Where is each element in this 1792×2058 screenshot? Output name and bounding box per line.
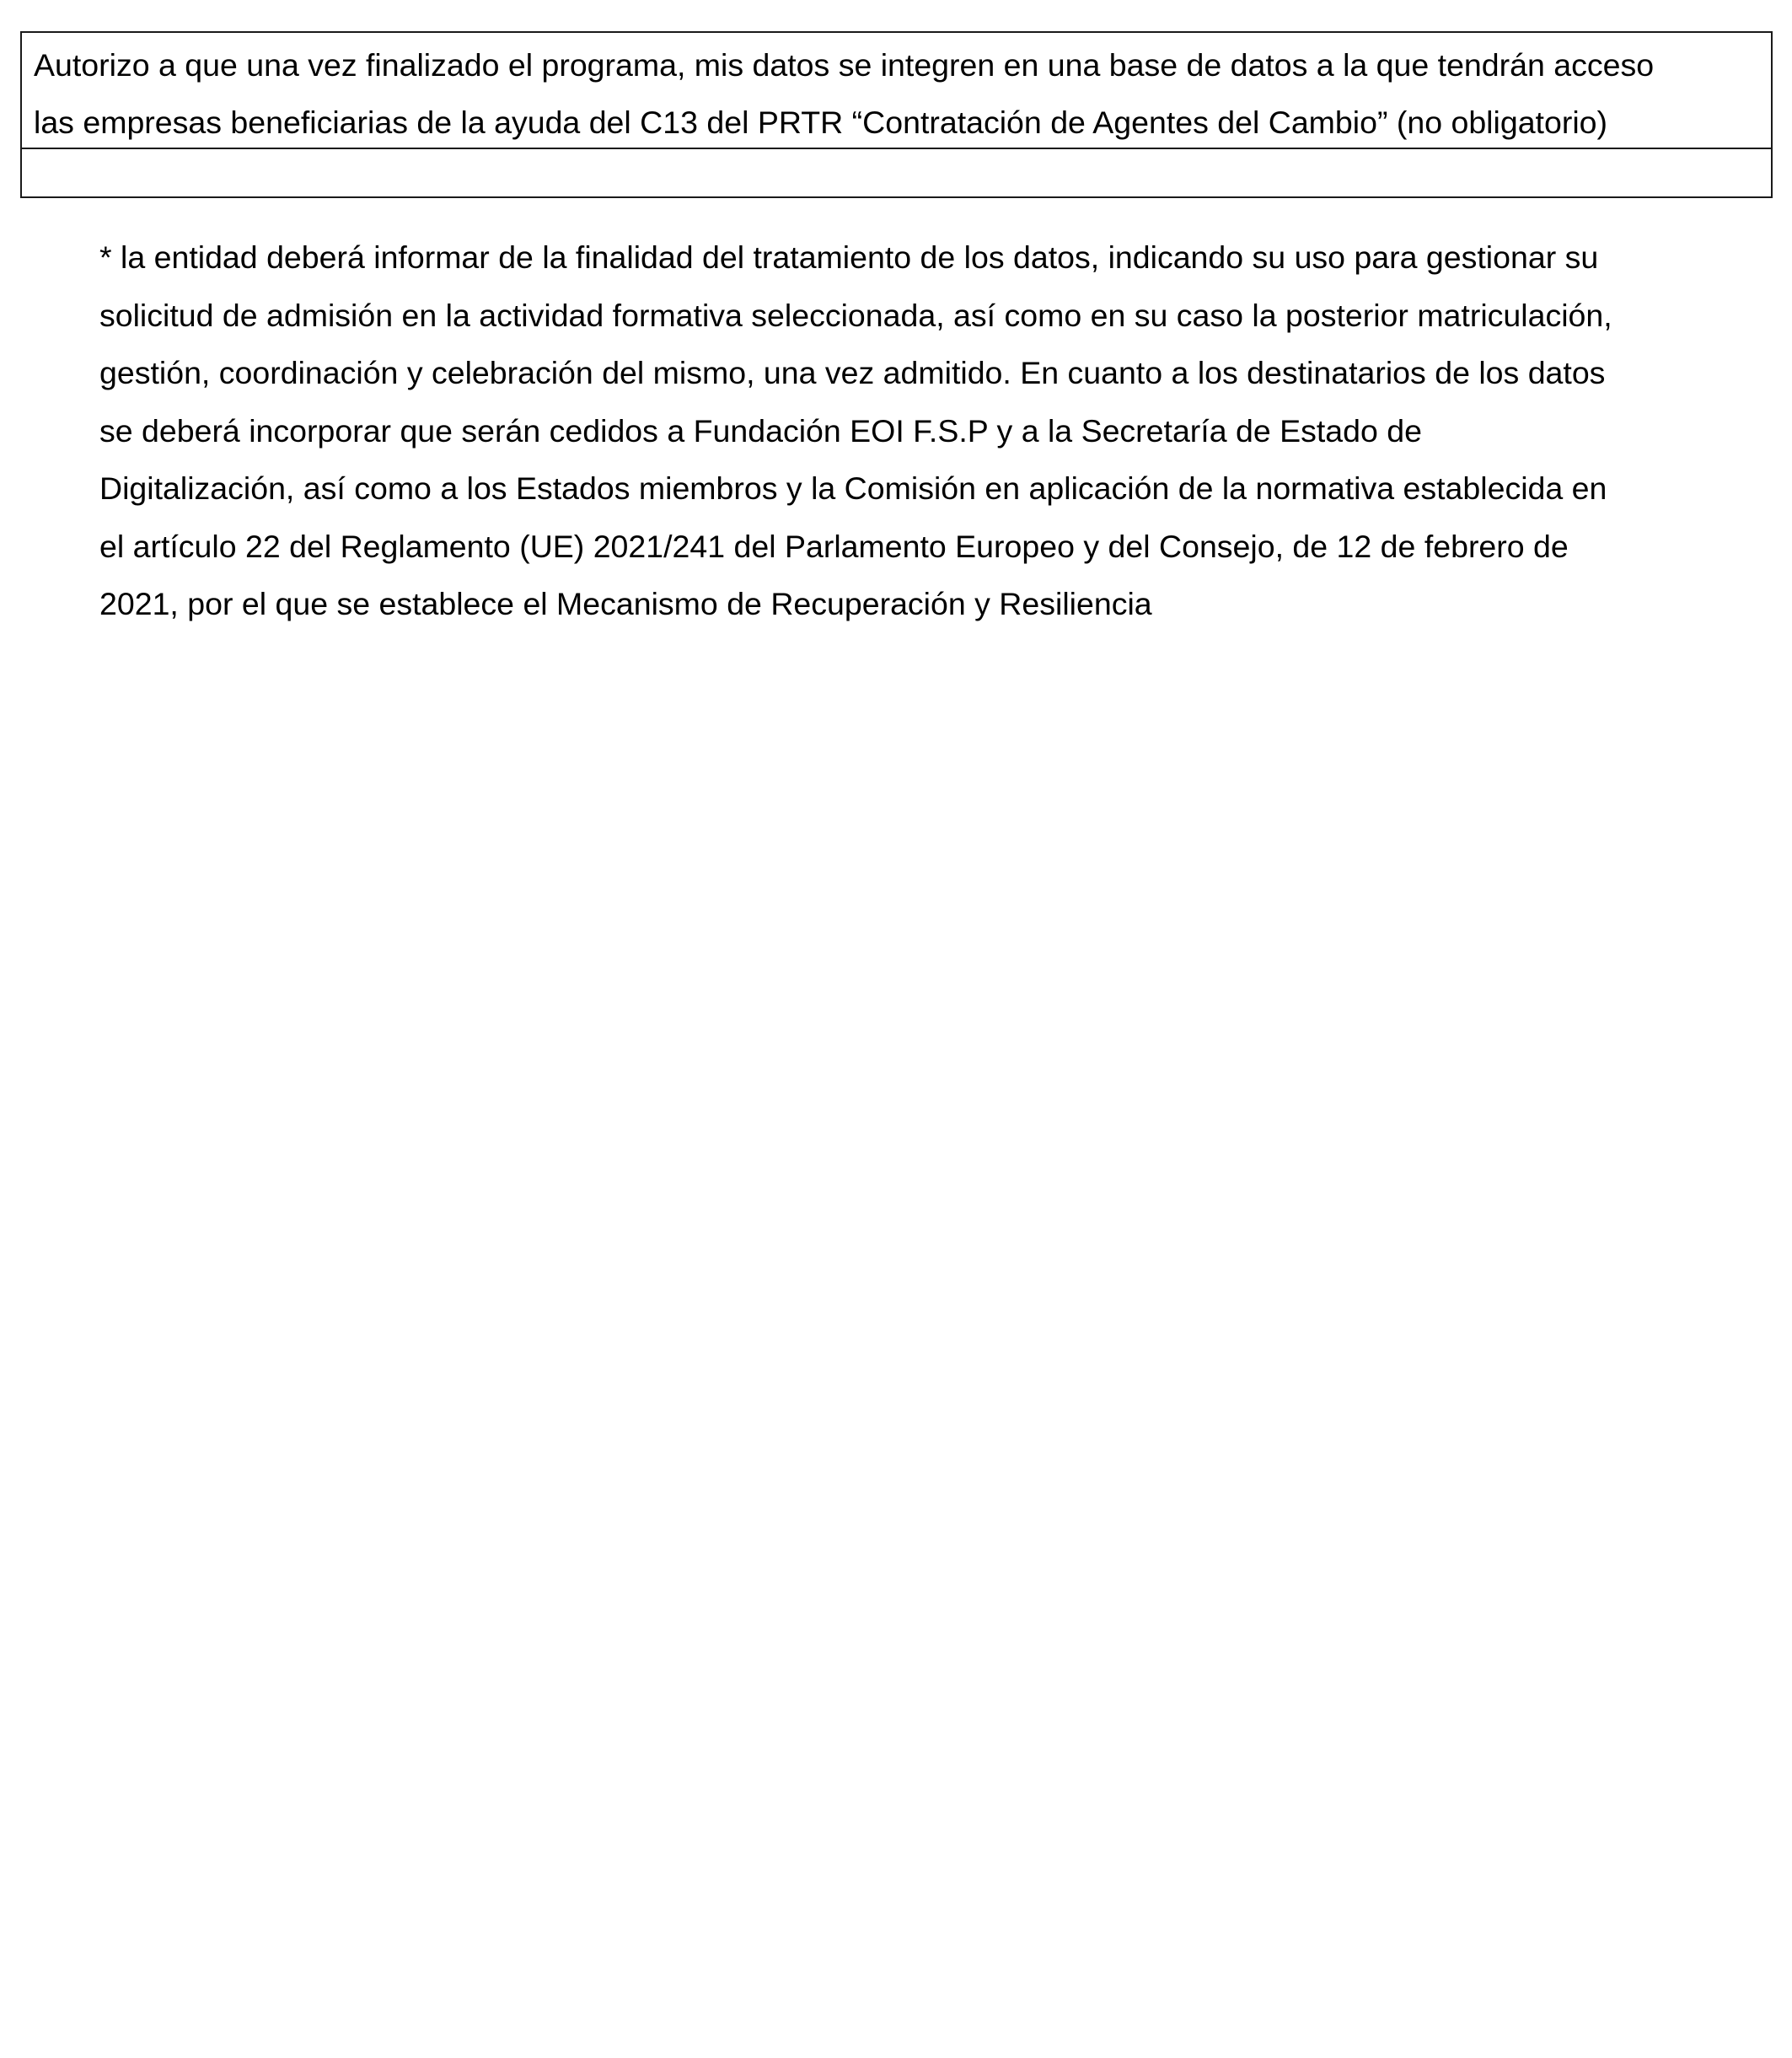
consent-answer-field[interactable] [22, 149, 1771, 196]
consent-table [20, 31, 1773, 198]
footnote-line: se deberá incorporar que serán cedidos a Fundación EOI F.S.P y a la Secretaría de Estado de [99, 412, 1422, 449]
footnote-line: 2021, por el que se establece el Mecanismo de Recuperación y Resiliencia [99, 586, 1152, 621]
footnote-line: * la entidad deberá informar de la finalidad del tratamiento de los datos, indicando su uso para gestionar su [99, 239, 1599, 275]
consent-statement-cell [22, 33, 1771, 149]
data-processing-footnote [99, 228, 1752, 633]
consent-statement-line: las empresas beneficiarias de la ayuda del C13 del PRTR “Contratación de Agentes del Cambio” (no obligatorio) [34, 105, 1607, 140]
consent-statement-line: Autorizo a que una vez finalizado el programa, mis datos se integren en una base de datos a la que tendrán acceso [34, 47, 1655, 83]
footnote-line: el artículo 22 del Reglamento (UE) 2021/241 del Parlamento Europeo y del Consejo, de 12 de febrero de [99, 528, 1569, 564]
footnote-line: solicitud de admisión en la actividad formativa seleccionada, así como en su caso la posterior matriculación, [99, 297, 1612, 333]
footnote-line: Digitalización, así como a los Estados miembros y la Comisión en aplicación de la normativa establecida en [99, 470, 1607, 506]
footnote-line: gestión, coordinación y celebración del mismo, una vez admitido. En cuanto a los destinatarios de los datos [99, 355, 1606, 390]
